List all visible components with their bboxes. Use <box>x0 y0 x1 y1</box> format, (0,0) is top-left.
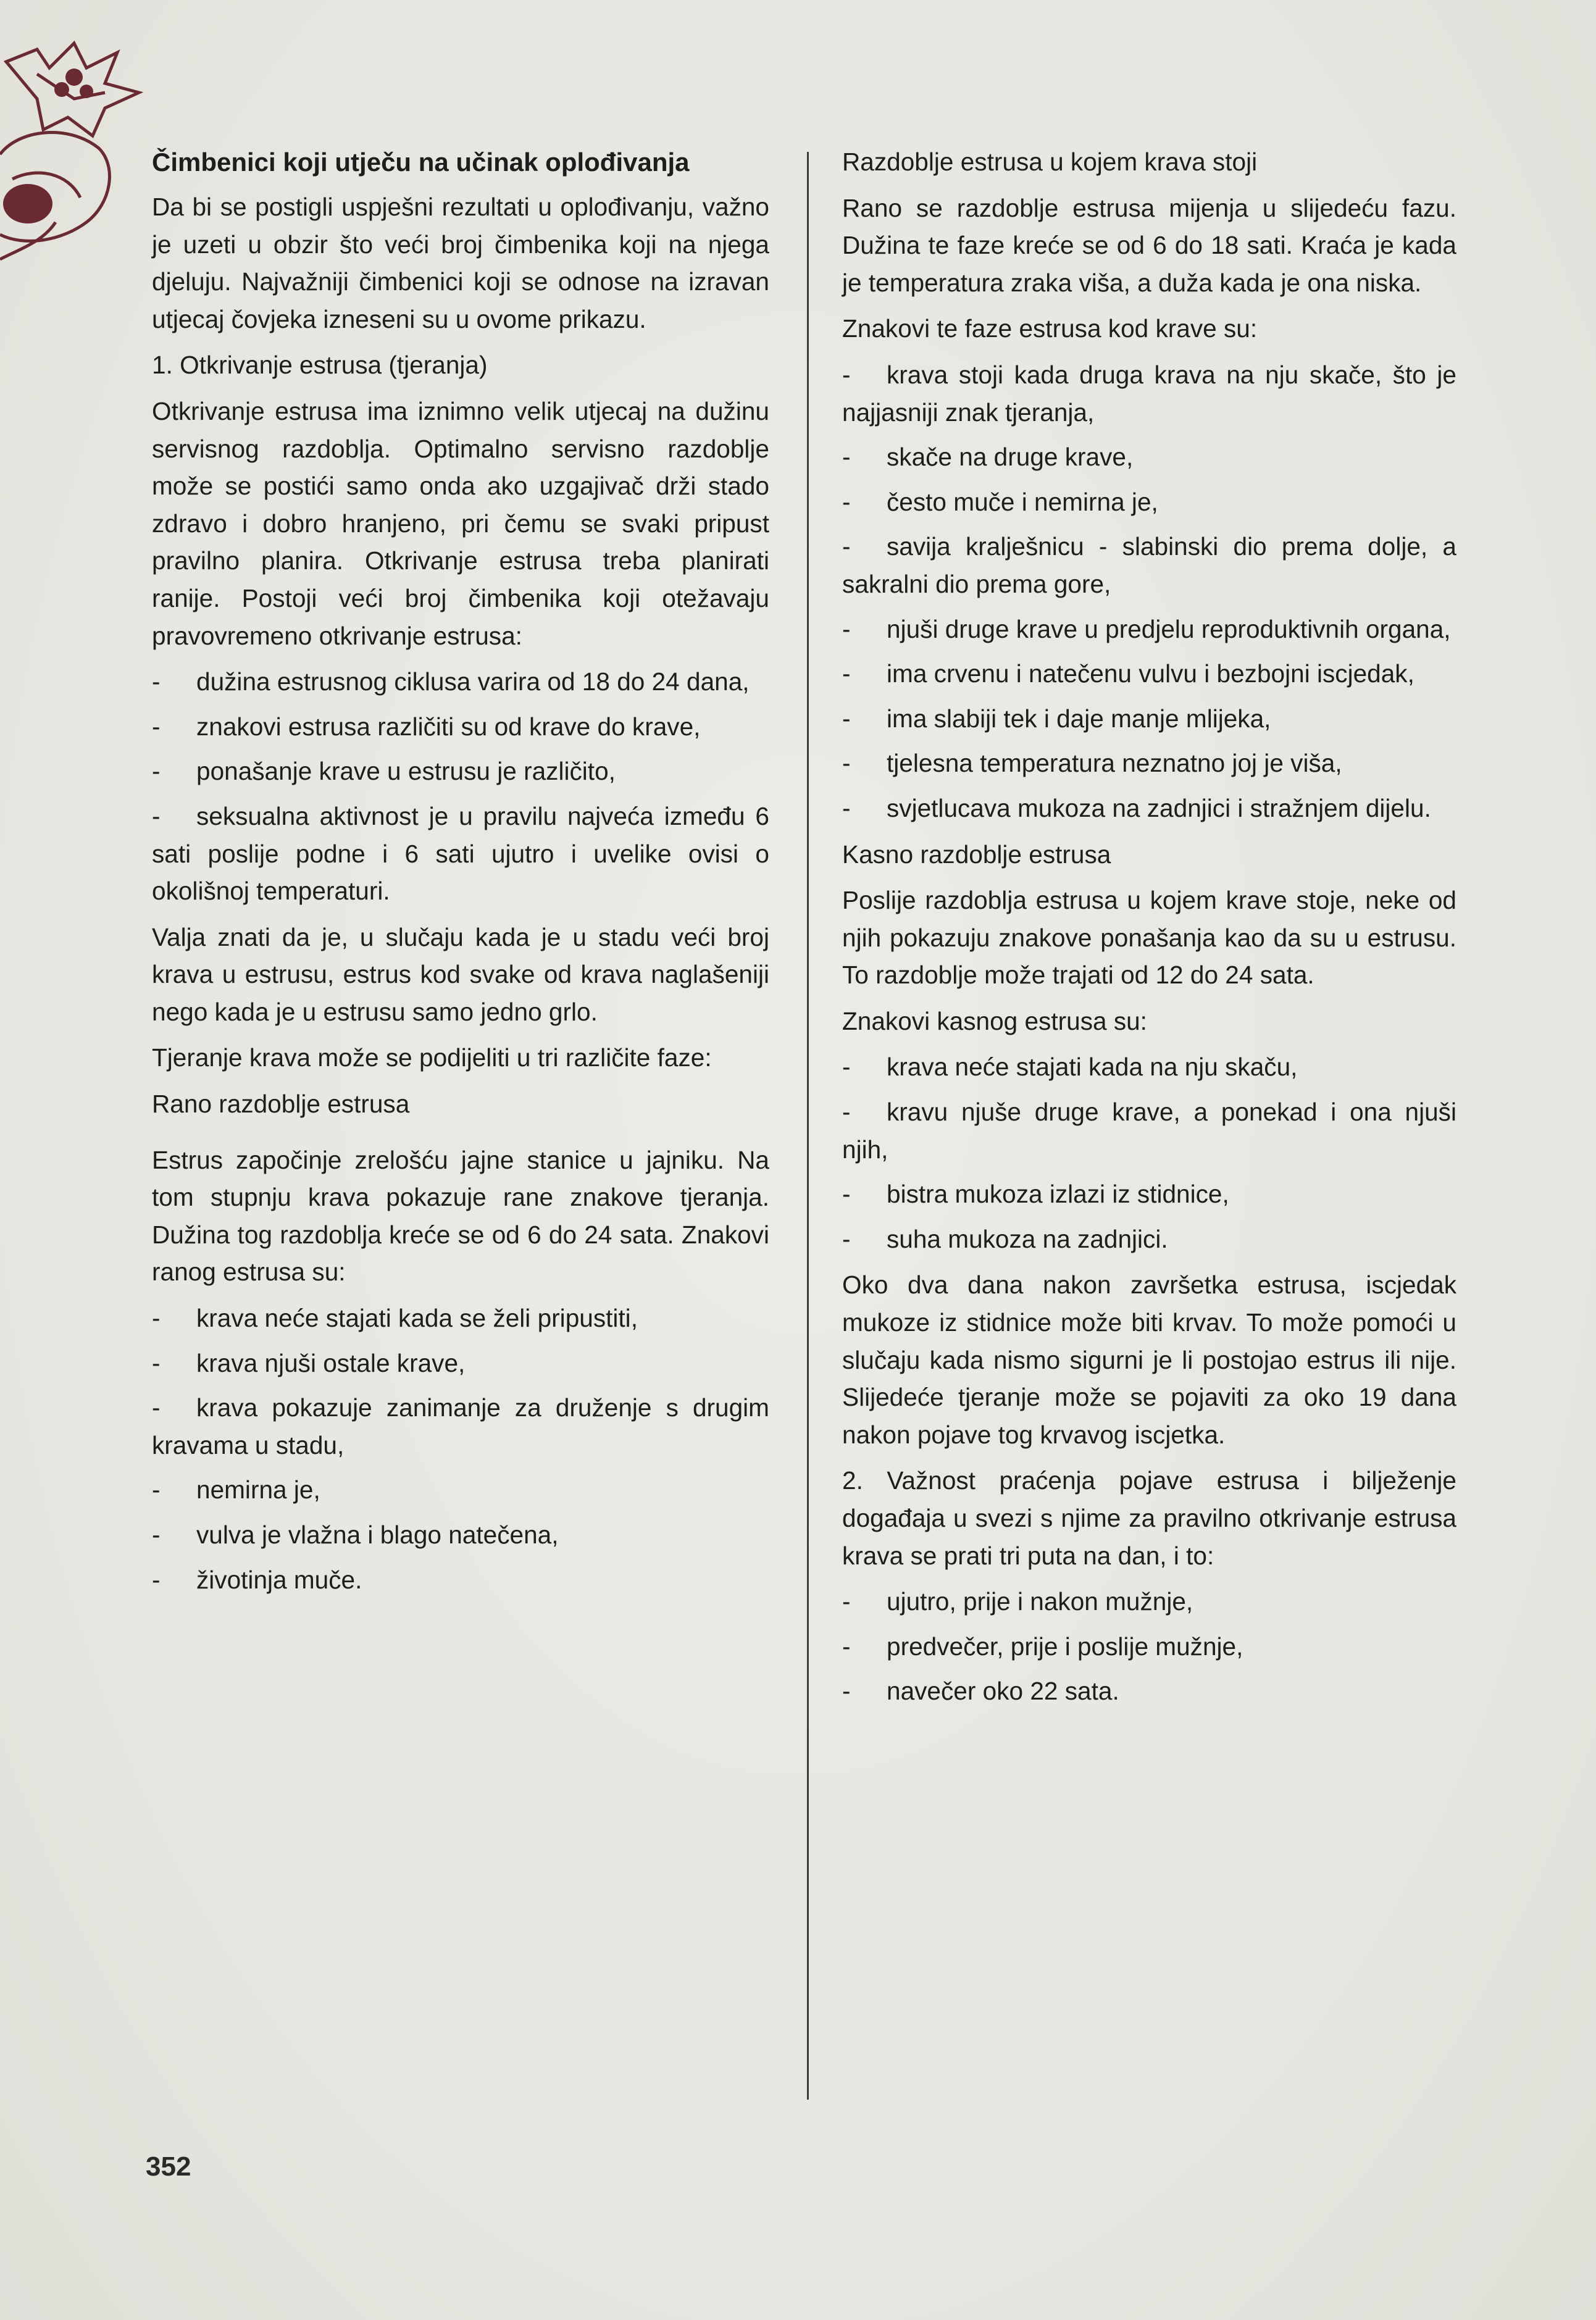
standing-signs-intro: Znakovi te faze estrusa kod krave su: <box>842 314 1258 343</box>
list-item: - ujutro, prije i nakon mužnje, <box>842 1587 1193 1616</box>
late-estrus-title: Kasno razdoblje estrusa <box>842 840 1111 869</box>
list-item: - kravu njuše druge krave, a ponekad i ona njuši njih, <box>842 1098 1456 1164</box>
list-item: - vulva je vlažna i blago natečena, <box>152 1521 559 1549</box>
page-number: 352 <box>146 2151 191 2182</box>
column-divider <box>807 152 809 2100</box>
right-column <box>842 143 1456 1717</box>
list-item: - njuši druge krave u predjelu reproduktivnih organa, <box>842 614 1451 643</box>
list-item: - suha mukoza na zadnjici. <box>842 1224 1168 1253</box>
list-item: - navečer oko 22 sata. <box>842 1677 1119 1706</box>
early-estrus-title: Rano razdoblje estrusa <box>152 1090 410 1119</box>
list-item: - tjelesna temperatura neznatno joj je viša, <box>842 749 1342 778</box>
list-item: - životinja muče. <box>152 1565 362 1594</box>
list-item: - skače na druge krave, <box>842 443 1134 472</box>
section-2-paragraph: 2. Važnost praćenja pojave estrusa i bilježenje događaja u svezi s njime za pravilno otkrivanje estrusa krava se prati tri puta na dan, i to: <box>842 1466 1456 1570</box>
left-column <box>152 143 769 1606</box>
list-item: - predvečer, prije i poslije mužnje, <box>842 1632 1243 1661</box>
list-item: - seksualna aktivnost je u pravilu najveća između 6 sati poslije podne i 6 sati ujutro i uvelike ovisi o okolišnoj temperaturi. <box>152 801 769 906</box>
section-heading: Čimbenici koji utječu na učinak oplođivanja <box>152 148 690 177</box>
phases-paragraph: Tjeranje krava može se podijeliti u tri različite faze: <box>152 1043 712 1072</box>
list-item: - savija kralješnicu - slabinski dio prema dolje, a sakralni dio prema gore, <box>842 532 1456 598</box>
late-estrus-paragraph: Poslije razdoblja estrusa u kojem krave stoje, neke od njih pokazuju znakove ponašanja kao da su u estrusu. To razdoblje može trajati od 12 do 24 sata. <box>842 886 1456 990</box>
holly-bell-ornament-icon <box>0 25 167 284</box>
list-item: - krava neće stajati kada se želi pripustiti, <box>152 1304 638 1333</box>
list-item: - nemirna je, <box>152 1475 320 1504</box>
list-item: - krava neće stajati kada na nju skaču, <box>842 1053 1298 1082</box>
list-item: - ima crvenu i natečenu vulvu i bezbojni iscjedak, <box>842 659 1414 688</box>
list-item: - svjetlucava mukoza na zadnjici i stražnjem dijelu. <box>842 793 1431 822</box>
list-item: - znakovi estrusa različiti su od krave do krave, <box>152 712 701 741</box>
list-item: - krava njuši ostale krave, <box>152 1348 466 1377</box>
section-1-title: 1. Otkrivanje estrusa (tjeranja) <box>152 351 488 380</box>
intro-paragraph: Da bi se postigli uspješni rezultati u oplođivanju, važno je uzeti u obzir što veći broj čimbenika koji na njega djeluju. Najvažniji čimbenici koji se odnose na izravan utjecaj čovjeka izneseni su u ovome prikazu. <box>152 193 769 333</box>
early-estrus-paragraph: Estrus započinje zrelošću jajne stanice u jajniku. Na tom stupnju krava pokazuje rane znakove tjeranja. Dužina tog razdoblja kreće se od 6 do 24 sata. Znakovi ranog estrusa su: <box>152 1145 769 1287</box>
list-item: - bistra mukoza izlazi iz stidnice, <box>842 1180 1229 1209</box>
list-item: - ponašanje krave u estrusu je različito, <box>152 757 616 786</box>
list-item: - često muče i nemirna je, <box>842 487 1158 516</box>
list-item: - krava pokazuje zanimanje za druženje s drugim kravama u stadu, <box>152 1393 769 1459</box>
list-item: - dužina estrusnog ciklusa varira od 18 do 24 dana, <box>152 667 750 696</box>
standing-estrus-paragraph: Rano se razdoblje estrusa mijenja u slijedeću fazu. Dužina te faze kreće se od 6 do 18 sati. Kraća je kada je temperatura zraka viša, a duža kada je ona niska. <box>842 193 1456 297</box>
after-estrus-paragraph: Oko dva dana nakon završetka estrusa, iscjedak mukoze iz stidnice može biti krvav. To može pomoći u slučaju kada nismo sigurni je li postojao estrus ili nije. Slijedeće tjeranje može se pojaviti za oko 19 dana nakon pojave tog krvavog iscjetka. <box>842 1271 1456 1449</box>
late-signs-intro: Znakovi kasnog estrusa su: <box>842 1006 1147 1035</box>
list-item: - ima slabiji tek i daje manje mlijeka, <box>842 704 1271 733</box>
herd-paragraph: Valja znati da je, u slučaju kada je u stadu veći broj krava u estrusu, estrus kod svake od krava naglašeniji nego kada je u estrusu samo jedno grlo. <box>152 922 769 1026</box>
standing-estrus-title: Razdoblje estrusa u kojem krava stoji <box>842 148 1258 176</box>
section-1-paragraph: Otkrivanje estrusa ima iznimno velik utjecaj na dužinu servisnog razdoblja. Optimalno servisno razdoblje može se postići samo onda ako uzgajivač drži stado zdravo i dobro hranjeno, pri čemu se svaki pripust pravilno planira. Otkrivanje estrusa treba planirati ranije. Postoji veći broj čimbenika koji otežavaju pravovremeno otkrivanje estrusa: <box>152 396 769 650</box>
list-item: - krava stoji kada druga krava na nju skače, što je najjasniji znak tjeranja, <box>842 360 1456 427</box>
